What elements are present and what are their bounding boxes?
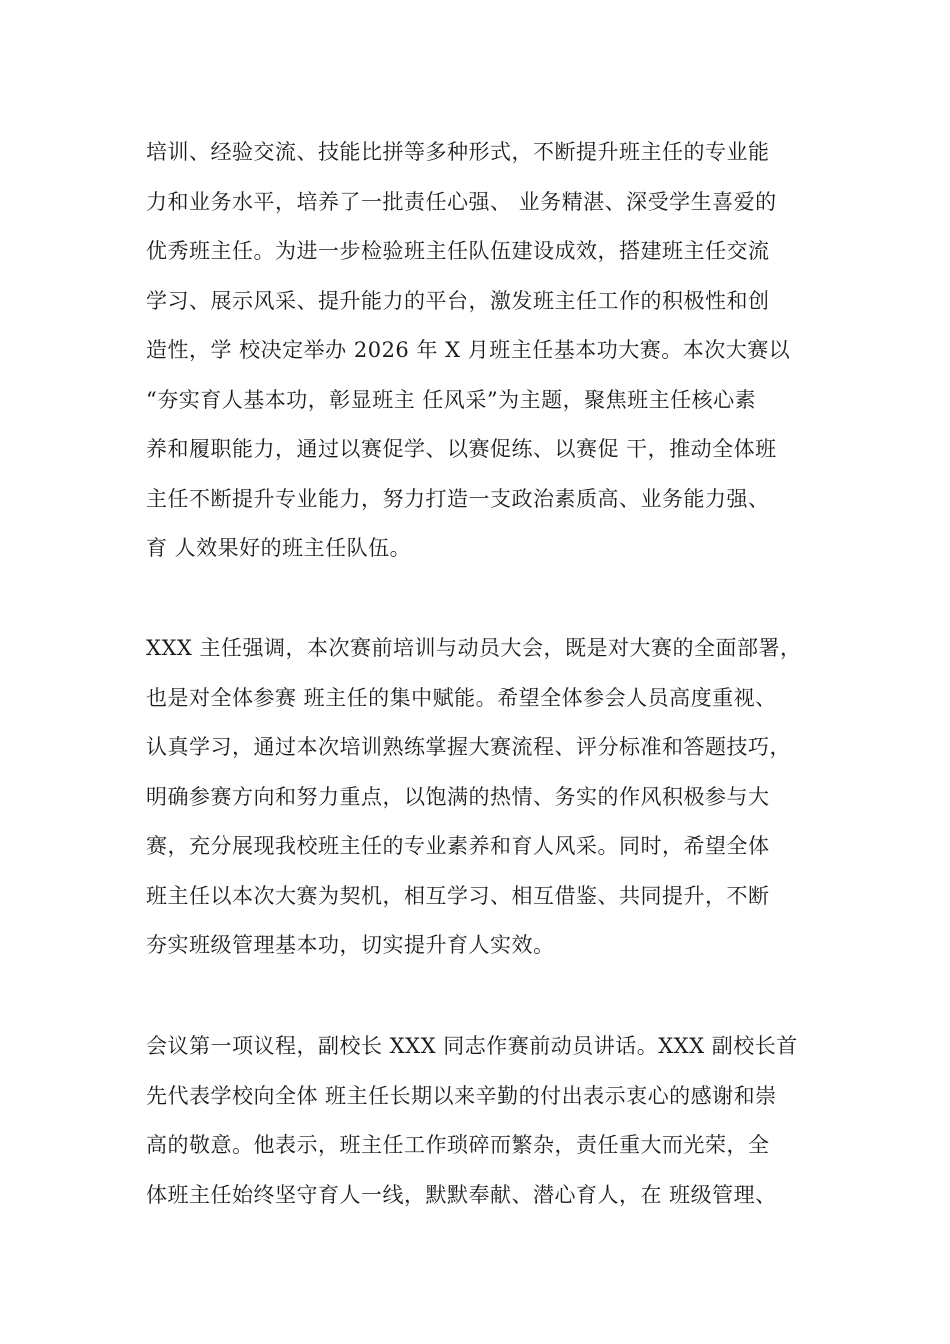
text-line: 也是对全体参赛 班主任的集中赋能。希望全体参会人员高度重视、 — [146, 685, 777, 710]
paragraph-3 — [146, 1022, 826, 1220]
text-line: 主任不断提升专业能力，努力打造一支政治素质高、业务能力强、 — [146, 486, 770, 511]
paragraph-1 — [146, 128, 826, 574]
text-line: 班主任以本次大赛为契机，相互学习、相互借鉴、共同提升，不断 — [146, 883, 770, 908]
text-line: 培训、经验交流、技能比拼等多种形式，不断提升班主任的专业能 — [146, 140, 770, 164]
text-line: 力和业务水平，培养了一批责任心强、 业务精湛、深受学生喜爱的 — [146, 189, 777, 214]
text-line: 体班主任始终坚守育人一线，默默奉献、潜心育人，在 班级管理、 — [146, 1182, 777, 1207]
text-line: 赛，充分展现我校班主任的专业素养和育人风采。同时，希望全体 — [146, 834, 770, 858]
text-line: 认真学习，通过本次培训熟练掌握大赛流程、评分标准和答题技巧， — [146, 735, 791, 759]
text-line: “夯实育人基本功，彰显班主 任风采”为主题，聚焦班主任核心素 — [146, 387, 757, 412]
text-line: 先代表学校向全体 班主任长期以来辛勤的付出表示衷心的感谢和崇 — [146, 1083, 777, 1108]
text-line: 会议第一项议程，副校长 XXX 同志作赛前动员讲话。XXX 副校长首 — [146, 1034, 798, 1058]
text-line: 明确参赛方向和努力重点，以饱满的热情、务实的作风积极参与大 — [146, 784, 770, 809]
text-line: 夯实班级管理基本功，切实提升育人实效。 — [146, 933, 555, 957]
text-line: XXX 主任强调，本次赛前培训与动员大会，既是对大赛的全面部署， — [146, 636, 802, 660]
text-line: 高的敬意。他表示，班主任工作琐碎而繁杂，责任重大而光荣，全 — [146, 1133, 770, 1157]
text-line: 优秀班主任。为进一步检验班主任队伍建设成效，搭建班主任交流 — [146, 239, 770, 263]
text-line: 学习、展示风采、提升能力的平台，激发班主任工作的积极性和创 — [146, 288, 770, 313]
text-line: 育 人效果好的班主任队伍。 — [146, 536, 412, 560]
text-line: 造性，学 校决定举办 2026 年 X 月班主任基本功大赛。本次大赛以 — [146, 338, 791, 362]
paragraph-2 — [146, 624, 826, 971]
text-line: 养和履职能力，通过以赛促学、以赛促练、以赛促 干，推动全体班 — [146, 437, 777, 461]
